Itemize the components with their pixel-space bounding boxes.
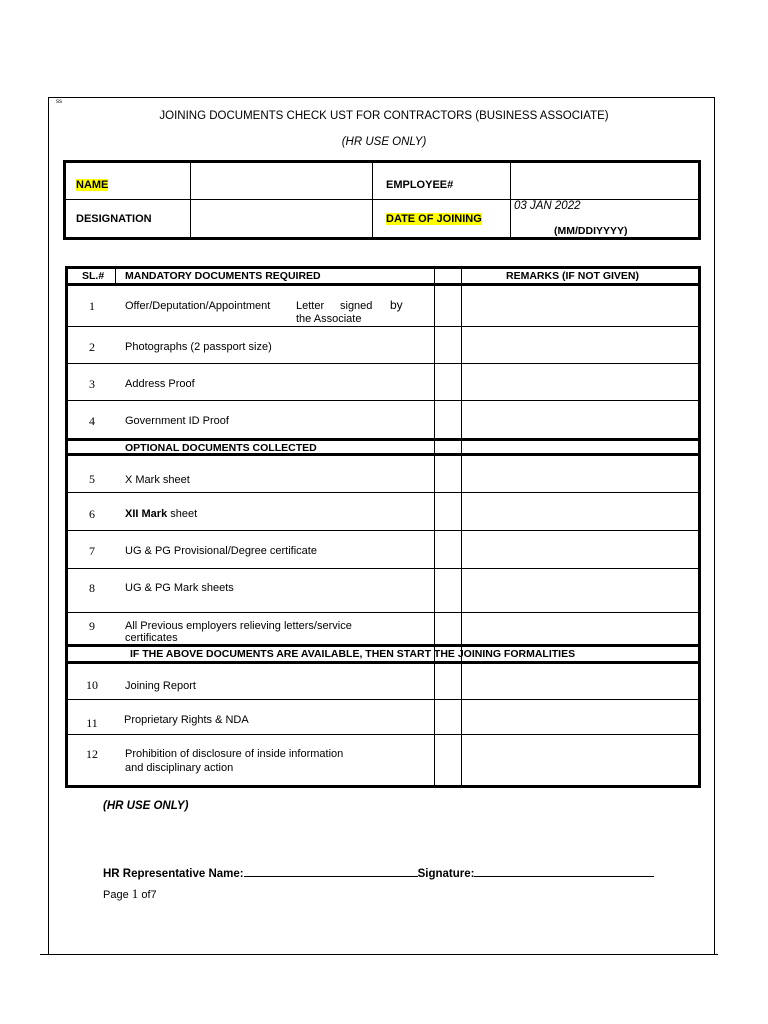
- row-rule: [68, 326, 698, 327]
- row-number: 2: [89, 340, 95, 354]
- signature-field[interactable]: [474, 866, 654, 877]
- row-number: 4: [89, 414, 95, 428]
- row-text: All Previous employers relieving letters/service: [125, 620, 352, 632]
- designation-label: DESIGNATION: [76, 213, 152, 225]
- page-prefix: Page: [103, 889, 129, 901]
- row-rule: [68, 492, 698, 493]
- document-subtitle: (HR USE ONLY): [341, 136, 427, 148]
- row-number: 9: [89, 619, 95, 633]
- row-text: signed: [340, 300, 373, 312]
- row-text: UG & PG Mark sheets: [125, 582, 234, 594]
- info-row-divider: [66, 199, 698, 200]
- row-text: Offer/Deputation/Appointment: [125, 300, 271, 312]
- row-rule: [68, 363, 698, 364]
- page-suffix: of7: [141, 889, 157, 901]
- row-text-bold: XII Mark: [125, 508, 168, 520]
- section-rule: [68, 453, 698, 456]
- row-text: X Mark sheet: [125, 474, 190, 486]
- row-text: UG & PG Provisional/Degree certificate: [125, 545, 317, 557]
- row-text-rest: sheet: [170, 508, 198, 520]
- employee-field[interactable]: [511, 163, 698, 199]
- hr-use-only-note: (HR USE ONLY): [103, 800, 189, 812]
- row-number: 11: [86, 716, 98, 730]
- row-number: 8: [89, 581, 95, 595]
- doj-format: (MM/DDIYYYY): [554, 225, 628, 237]
- row-text: Proprietary Rights & NDA: [124, 714, 249, 726]
- section-rule: [68, 644, 698, 647]
- col-divider: [434, 269, 435, 785]
- row-text: and disciplinary action: [125, 762, 234, 774]
- row-number: 10: [86, 678, 98, 692]
- row-number: 12: [86, 747, 98, 761]
- header-rule: [68, 283, 698, 286]
- row-number: 7: [89, 544, 95, 558]
- formalities-heading: IF THE ABOVE DOCUMENTS ARE AVAILABLE, THEN START THE JOINING FORMALITIES: [130, 648, 576, 660]
- rep-name-label: HR Representative Name:: [103, 868, 244, 880]
- row-number: 6: [89, 507, 95, 521]
- row-text: Joining Report: [125, 680, 196, 692]
- row-text: by: [390, 298, 403, 312]
- row-text: the Associate: [296, 313, 362, 325]
- row-rule: [68, 612, 698, 613]
- signature-line: [103, 866, 654, 880]
- employee-info-table: [63, 160, 701, 240]
- employee-label: EMPLOYEE#: [386, 179, 454, 191]
- row-text: [125, 508, 197, 521]
- doj-value[interactable]: 03 JAN 2022: [514, 200, 581, 212]
- row-rule: [68, 400, 698, 401]
- doj-label: DATE OF JOINING: [386, 213, 482, 225]
- row-rule: [68, 734, 698, 735]
- row-number: 3: [89, 377, 95, 391]
- row-number: 5: [89, 472, 95, 486]
- designation-field[interactable]: [191, 200, 372, 240]
- row-rule: [68, 699, 698, 700]
- row-text: Prohibition of disclosure of inside information: [125, 748, 344, 760]
- rep-name-field[interactable]: [244, 866, 418, 877]
- row-text: Photographs (2 passport size): [125, 341, 272, 353]
- info-divider: [372, 163, 373, 237]
- name-field[interactable]: [191, 163, 372, 199]
- col-docs-header: MANDATORY DOCUMENTS REQUIRED: [125, 270, 321, 282]
- col-remarks-header: REMARKS (IF NOT GIVEN): [506, 270, 639, 282]
- documents-checklist-table: [65, 266, 701, 788]
- row-rule: [68, 568, 698, 569]
- row-text: Address Proof: [125, 378, 195, 390]
- document-title: JOINING DOCUMENTS CHECK UST FOR CONTRACTORS (BUSINESS ASSOCIATE): [159, 110, 609, 122]
- row-text: Letter: [296, 300, 325, 312]
- row-text: Government ID Proof: [125, 415, 229, 427]
- row-text: certificates: [125, 632, 178, 644]
- col-divider: [115, 269, 116, 284]
- page-current: 1: [131, 886, 139, 901]
- row-number: 1: [89, 299, 95, 313]
- page-bottom-rule: [40, 954, 718, 955]
- section-rule: [68, 438, 698, 441]
- row-rule: [68, 530, 698, 531]
- name-label: NAME: [76, 179, 109, 191]
- col-sl-header: SL.#: [82, 270, 105, 282]
- section-rule: [68, 661, 698, 664]
- col-divider: [461, 269, 462, 785]
- signature-label: Signature:: [417, 868, 475, 880]
- corner-mark: ss: [56, 99, 62, 105]
- page-number: [103, 886, 157, 902]
- optional-docs-heading: OPTIONAL DOCUMENTS COLLECTED: [125, 442, 317, 454]
